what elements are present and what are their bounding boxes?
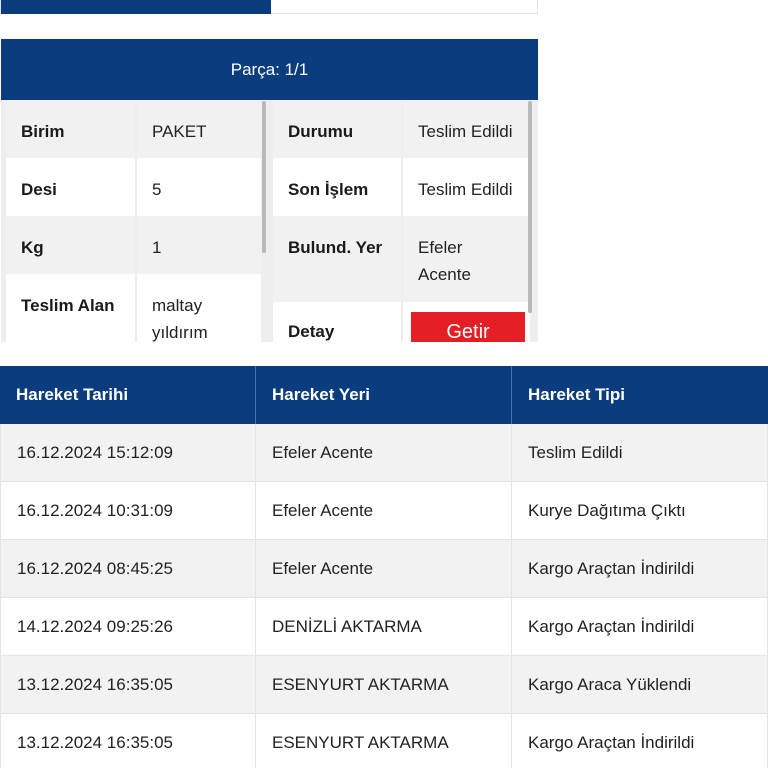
movement-type: Kargo Araçtan İndirildi — [512, 540, 768, 597]
table-row — [0, 714, 768, 768]
part-header: Parça: 1/1 — [1, 39, 538, 100]
active-tab-indicator[interactable] — [1, 0, 271, 14]
header-movement-date: Hareket Tarihi — [0, 366, 256, 424]
detail-row-receiver — [1, 274, 269, 342]
movement-date: 16.12.2024 08:45:25 — [0, 540, 256, 597]
status-value: Teslim Edildi — [403, 100, 530, 158]
movement-date: 13.12.2024 16:35:05 — [0, 714, 256, 768]
part-details-left — [1, 100, 269, 342]
part-details-panel — [1, 39, 538, 342]
table-row — [0, 598, 768, 656]
unit-label: Birim — [6, 100, 135, 158]
movement-type: Teslim Edildi — [512, 424, 768, 481]
table-row — [0, 482, 768, 540]
receiver-value: maltay yıldırım — [137, 274, 261, 342]
movement-place: ESENYURT AKTARMA — [256, 714, 512, 768]
detail-row-detail — [269, 302, 538, 342]
movement-type: Kargo Araçtan İndirildi — [512, 714, 768, 768]
last-action-label: Son İşlem — [273, 158, 401, 216]
detail-label: Detay — [273, 302, 401, 342]
header-movement-type: Hareket Tipi — [528, 385, 626, 404]
table-row — [0, 424, 768, 482]
location-value: Efeler Acente — [403, 216, 530, 302]
location-label: Bulund. Yer — [273, 216, 401, 302]
movement-place: Efeler Acente — [256, 424, 512, 481]
movement-date: 13.12.2024 16:35:05 — [0, 656, 256, 713]
movement-type: Kargo Araçtan İndirildi — [512, 598, 768, 655]
tab-bar — [0, 0, 538, 14]
kg-label: Kg — [6, 216, 135, 274]
getir-button[interactable]: Getir — [411, 312, 525, 342]
detail-row-last-action — [269, 158, 538, 216]
movement-date: 16.12.2024 10:31:09 — [0, 482, 256, 539]
desi-label: Desi — [6, 158, 135, 216]
detail-row-unit — [1, 100, 269, 158]
movement-type: Kurye Dağıtıma Çıktı — [512, 482, 768, 539]
kg-value: 1 — [137, 216, 261, 274]
movement-place: Efeler Acente — [256, 540, 512, 597]
header-movement-place: Hareket Yeri — [256, 366, 512, 424]
detail-value — [403, 302, 530, 342]
movement-type: Kargo Araca Yüklendi — [512, 656, 768, 713]
part-details-right — [269, 100, 538, 342]
detail-row-desi — [1, 158, 269, 216]
movement-table — [0, 366, 768, 768]
status-label: Durumu — [273, 100, 401, 158]
detail-row-status — [269, 100, 538, 158]
receiver-label: Teslim Alan — [6, 274, 135, 342]
table-row — [0, 656, 768, 714]
last-action-value: Teslim Edildi — [403, 158, 530, 216]
left-scrollbar[interactable] — [262, 101, 266, 253]
detail-row-location — [269, 216, 538, 302]
table-row — [0, 540, 768, 598]
movement-date: 16.12.2024 15:12:09 — [0, 424, 256, 481]
movement-date: 14.12.2024 09:25:26 — [0, 598, 256, 655]
movement-place: Efeler Acente — [256, 482, 512, 539]
movement-place: DENİZLİ AKTARMA — [256, 598, 512, 655]
movement-place: ESENYURT AKTARMA — [256, 656, 512, 713]
right-scrollbar[interactable] — [528, 101, 532, 313]
desi-value: 5 — [137, 158, 261, 216]
detail-row-kg — [1, 216, 269, 274]
unit-value: PAKET — [137, 100, 261, 158]
movement-table-header — [0, 366, 768, 424]
